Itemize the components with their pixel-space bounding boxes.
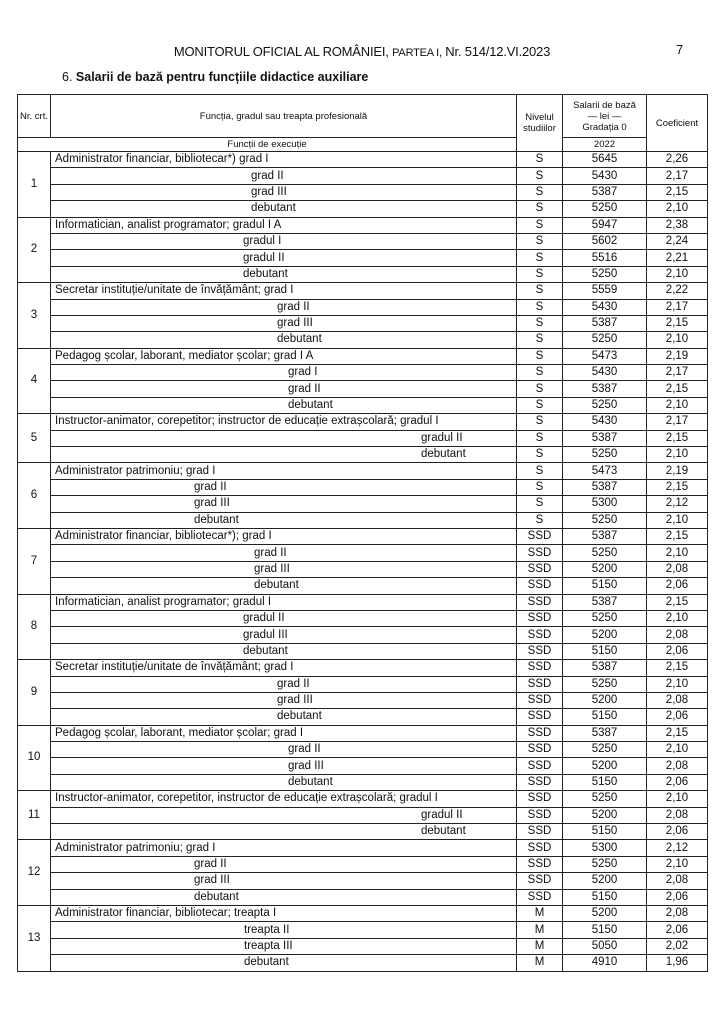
coef-cell: 2,10 (647, 545, 708, 561)
function-cell: debutant (51, 774, 517, 790)
level-cell: SSD (517, 692, 563, 708)
level-cell: S (517, 152, 563, 168)
salary-cell: 5150 (563, 709, 647, 725)
function-cell: grad III (51, 758, 517, 774)
level-cell: S (517, 397, 563, 413)
salary-cell: 5250 (563, 742, 647, 758)
header-salary: Salarii de bază — lei — Gradația 0 (563, 95, 647, 138)
salary-cell: 5200 (563, 807, 647, 823)
header-coef: Coeficient (647, 95, 708, 152)
level-cell: S (517, 168, 563, 184)
coef-cell: 2,10 (647, 791, 708, 807)
coef-cell: 2,06 (647, 774, 708, 790)
table-row (18, 233, 708, 249)
function-cell: Instructor-animator, corepetitor; instructor de educație extrașcolară; gradul I (51, 414, 517, 430)
table-body (18, 152, 708, 972)
page-number: 7 (676, 42, 684, 57)
table-row (18, 512, 708, 528)
coef-cell: 2,06 (647, 643, 708, 659)
salary-cell: 5559 (563, 283, 647, 299)
level-cell: S (517, 299, 563, 315)
level-cell: S (517, 430, 563, 446)
table-row (18, 643, 708, 659)
level-cell: SSD (517, 676, 563, 692)
coef-cell: 2,10 (647, 742, 708, 758)
coef-cell: 2,08 (647, 627, 708, 643)
running-header (0, 44, 724, 59)
table-row (18, 873, 708, 889)
coef-cell: 2,15 (647, 184, 708, 200)
salary-cell: 5602 (563, 233, 647, 249)
function-cell: debutant (51, 512, 517, 528)
table-row (18, 168, 708, 184)
salary-cell: 5150 (563, 922, 647, 938)
level-cell: SSD (517, 528, 563, 544)
coef-cell: 2,17 (647, 168, 708, 184)
coef-cell: 2,08 (647, 561, 708, 577)
table-row (18, 315, 708, 331)
coef-cell: 2,02 (647, 938, 708, 954)
salary-cell: 5150 (563, 774, 647, 790)
coef-cell: 2,10 (647, 856, 708, 872)
coef-cell: 1,96 (647, 955, 708, 971)
level-cell: S (517, 233, 563, 249)
coef-cell: 2,17 (647, 365, 708, 381)
salary-cell: 5430 (563, 168, 647, 184)
row-number: 3 (18, 283, 51, 349)
level-cell: S (517, 348, 563, 364)
salary-cell: 5387 (563, 479, 647, 495)
salary-cell: 5200 (563, 561, 647, 577)
coef-cell: 2,06 (647, 709, 708, 725)
level-cell: S (517, 201, 563, 217)
table-row (18, 807, 708, 823)
table-row (18, 758, 708, 774)
salary-cell: 5387 (563, 594, 647, 610)
table-row (18, 283, 708, 299)
table-row (18, 561, 708, 577)
function-cell: grad III (51, 692, 517, 708)
table-row (18, 152, 708, 168)
table-row (18, 250, 708, 266)
function-cell: grad II (51, 742, 517, 758)
level-cell: S (517, 332, 563, 348)
function-cell: Administrator financiar, bibliotecar*) grad I (51, 152, 517, 168)
section-number: 6. (62, 70, 73, 84)
salary-cell: 5645 (563, 152, 647, 168)
table-row (18, 332, 708, 348)
table-row (18, 184, 708, 200)
function-cell: grad II (51, 545, 517, 561)
function-cell: gradul II (51, 807, 517, 823)
level-cell: SSD (517, 873, 563, 889)
table-row (18, 889, 708, 905)
function-cell: grad II (51, 381, 517, 397)
function-cell: Secretar instituție/unitate de învățământ; grad I (51, 283, 517, 299)
salary-cell: 5387 (563, 430, 647, 446)
salary-cell: 5250 (563, 332, 647, 348)
level-cell: SSD (517, 758, 563, 774)
coef-cell: 2,19 (647, 348, 708, 364)
salary-cell: 5387 (563, 660, 647, 676)
level-cell: S (517, 414, 563, 430)
table-row (18, 840, 708, 856)
coef-cell: 2,08 (647, 758, 708, 774)
function-cell: grad II (51, 299, 517, 315)
coef-cell: 2,15 (647, 725, 708, 741)
salary-cell: 5200 (563, 905, 647, 921)
salary-cell: 5947 (563, 217, 647, 233)
salary-table (17, 94, 708, 972)
salary-cell: 5430 (563, 414, 647, 430)
level-cell: SSD (517, 840, 563, 856)
coef-cell: 2,06 (647, 578, 708, 594)
table-row (18, 201, 708, 217)
level-cell: SSD (517, 643, 563, 659)
salary-cell: 5516 (563, 250, 647, 266)
table-row (18, 905, 708, 921)
function-cell: Administrator patrimoniu; grad I (51, 840, 517, 856)
row-number: 5 (18, 414, 51, 463)
function-cell: debutant (51, 578, 517, 594)
function-cell: Instructor-animator, corepetitor, instructor de educație extrașcolară; gradul I (51, 791, 517, 807)
salary-cell: 5150 (563, 889, 647, 905)
coef-cell: 2,10 (647, 201, 708, 217)
level-cell: S (517, 463, 563, 479)
row-number: 1 (18, 152, 51, 218)
function-cell: Administrator patrimoniu; grad I (51, 463, 517, 479)
coef-cell: 2,15 (647, 594, 708, 610)
level-cell: M (517, 955, 563, 971)
coef-cell: 2,17 (647, 299, 708, 315)
coef-cell: 2,08 (647, 873, 708, 889)
function-cell: grad II (51, 676, 517, 692)
level-cell: SSD (517, 774, 563, 790)
coef-cell: 2,06 (647, 824, 708, 840)
level-cell: S (517, 447, 563, 463)
level-cell: SSD (517, 660, 563, 676)
coef-cell: 2,10 (647, 397, 708, 413)
table-row (18, 692, 708, 708)
function-cell: debutant (51, 824, 517, 840)
level-cell: SSD (517, 561, 563, 577)
coef-cell: 2,26 (647, 152, 708, 168)
level-cell: SSD (517, 824, 563, 840)
coef-cell: 2,12 (647, 840, 708, 856)
table-row (18, 922, 708, 938)
level-cell: S (517, 479, 563, 495)
header-nr: Nr. crt. (18, 95, 51, 138)
function-cell: gradul II (51, 430, 517, 446)
function-cell: treapta III (51, 938, 517, 954)
function-cell: debutant (51, 709, 517, 725)
function-cell: grad III (51, 496, 517, 512)
function-cell: gradul III (51, 627, 517, 643)
level-cell: SSD (517, 742, 563, 758)
header-subheader: Funcții de execuție (18, 138, 517, 152)
function-cell: debutant (51, 266, 517, 282)
salary-cell: 5387 (563, 528, 647, 544)
level-cell: S (517, 184, 563, 200)
table-row (18, 430, 708, 446)
salary-cell: 5250 (563, 266, 647, 282)
section-title (62, 70, 368, 84)
function-cell: debutant (51, 643, 517, 659)
salary-cell: 5250 (563, 676, 647, 692)
coef-cell: 2,10 (647, 676, 708, 692)
table-row (18, 955, 708, 971)
function-cell: grad III (51, 561, 517, 577)
table-row (18, 742, 708, 758)
function-cell: Informatician, analist programator; gradul I (51, 594, 517, 610)
function-cell: gradul II (51, 250, 517, 266)
salary-cell: 5050 (563, 938, 647, 954)
salary-cell: 5200 (563, 627, 647, 643)
table-row (18, 545, 708, 561)
salary-cell: 5150 (563, 643, 647, 659)
salary-cell: 5250 (563, 545, 647, 561)
function-cell: debutant (51, 955, 517, 971)
level-cell: SSD (517, 594, 563, 610)
coef-cell: 2,08 (647, 905, 708, 921)
function-cell: grad III (51, 873, 517, 889)
salary-cell: 4910 (563, 955, 647, 971)
table-row (18, 856, 708, 872)
salary-cell: 5250 (563, 791, 647, 807)
level-cell: SSD (517, 791, 563, 807)
salary-cell: 5473 (563, 463, 647, 479)
table-row (18, 791, 708, 807)
row-number: 11 (18, 791, 51, 840)
function-cell: grad III (51, 184, 517, 200)
section-heading: Salarii de bază pentru funcțiile didactice auxiliare (75, 70, 369, 84)
salary-cell: 5300 (563, 840, 647, 856)
function-cell: Administrator financiar, bibliotecar; treapta I (51, 905, 517, 921)
salary-cell: 5250 (563, 856, 647, 872)
row-number: 9 (18, 660, 51, 726)
function-cell: debutant (51, 397, 517, 413)
header-level: Nivelul studiilor (517, 95, 563, 152)
coef-cell: 2,10 (647, 332, 708, 348)
function-cell: debutant (51, 889, 517, 905)
function-cell: Pedagog școlar, laborant, mediator școlar; grad I A (51, 348, 517, 364)
function-cell: gradul I (51, 233, 517, 249)
salary-cell: 5200 (563, 692, 647, 708)
row-number: 8 (18, 594, 51, 660)
table-row (18, 528, 708, 544)
table-row (18, 938, 708, 954)
coef-cell: 2,15 (647, 479, 708, 495)
salary-cell: 5250 (563, 397, 647, 413)
level-cell: SSD (517, 889, 563, 905)
salary-cell: 5250 (563, 512, 647, 528)
function-cell: treapta II (51, 922, 517, 938)
coef-cell: 2,22 (647, 283, 708, 299)
salary-cell: 5150 (563, 578, 647, 594)
coef-cell: 2,15 (647, 315, 708, 331)
table-row (18, 496, 708, 512)
salary-cell: 5430 (563, 299, 647, 315)
table-row (18, 299, 708, 315)
coef-cell: 2,38 (647, 217, 708, 233)
salary-cell: 5387 (563, 184, 647, 200)
coef-cell: 2,12 (647, 496, 708, 512)
table-row (18, 824, 708, 840)
salary-cell: 5250 (563, 201, 647, 217)
level-cell: M (517, 922, 563, 938)
header-function: Funcția, gradul sau treapta profesională (51, 95, 517, 138)
salary-cell: 5300 (563, 496, 647, 512)
level-cell: SSD (517, 610, 563, 626)
publication-part: PARTEA I, (392, 47, 442, 59)
table-row (18, 266, 708, 282)
coef-cell: 2,06 (647, 922, 708, 938)
header-year: 2022 (563, 138, 647, 152)
function-cell: Pedagog școlar, laborant, mediator școlar; grad I (51, 725, 517, 741)
coef-cell: 2,24 (647, 233, 708, 249)
salary-cell: 5473 (563, 348, 647, 364)
row-number: 6 (18, 463, 51, 529)
coef-cell: 2,08 (647, 807, 708, 823)
function-cell: debutant (51, 332, 517, 348)
level-cell: S (517, 217, 563, 233)
level-cell: S (517, 496, 563, 512)
table-row (18, 709, 708, 725)
coef-cell: 2,10 (647, 610, 708, 626)
level-cell: S (517, 315, 563, 331)
table-row (18, 217, 708, 233)
table-row (18, 578, 708, 594)
salary-cell: 5250 (563, 610, 647, 626)
row-number: 2 (18, 217, 51, 283)
salary-cell: 5387 (563, 315, 647, 331)
row-number: 13 (18, 905, 51, 971)
publication-name: MONITORUL OFICIAL AL ROMÂNIEI, (173, 44, 389, 59)
salary-cell: 5250 (563, 447, 647, 463)
level-cell: S (517, 365, 563, 381)
function-cell: Informatician, analist programator; gradul I A (51, 217, 517, 233)
level-cell: SSD (517, 627, 563, 643)
salary-cell: 5387 (563, 725, 647, 741)
coef-cell: 2,10 (647, 266, 708, 282)
function-cell: Administrator financiar, bibliotecar*); grad I (51, 528, 517, 544)
row-number: 10 (18, 725, 51, 791)
coef-cell: 2,17 (647, 414, 708, 430)
table-row (18, 463, 708, 479)
issue-number: Nr. 514/12.VI.2023 (445, 44, 551, 59)
function-cell: grad II (51, 856, 517, 872)
function-cell: grad II (51, 168, 517, 184)
level-cell: S (517, 250, 563, 266)
function-cell: gradul II (51, 610, 517, 626)
table-row (18, 447, 708, 463)
table-row (18, 348, 708, 364)
row-number: 12 (18, 840, 51, 906)
table-row (18, 594, 708, 610)
function-cell: debutant (51, 201, 517, 217)
function-cell: grad III (51, 315, 517, 331)
coef-cell: 2,15 (647, 381, 708, 397)
function-cell: Secretar instituție/unitate de învățământ; grad I (51, 660, 517, 676)
salary-cell: 5430 (563, 365, 647, 381)
coef-cell: 2,15 (647, 660, 708, 676)
salary-cell: 5387 (563, 381, 647, 397)
salary-cell: 5200 (563, 758, 647, 774)
table-row (18, 725, 708, 741)
level-cell: SSD (517, 578, 563, 594)
function-cell: grad I (51, 365, 517, 381)
level-cell: SSD (517, 709, 563, 725)
function-cell: grad II (51, 479, 517, 495)
table-row (18, 414, 708, 430)
table-row (18, 397, 708, 413)
level-cell: SSD (517, 725, 563, 741)
level-cell: SSD (517, 856, 563, 872)
table-row (18, 676, 708, 692)
table-row (18, 479, 708, 495)
salary-cell: 5150 (563, 824, 647, 840)
coef-cell: 2,21 (647, 250, 708, 266)
coef-cell: 2,19 (647, 463, 708, 479)
level-cell: M (517, 938, 563, 954)
salary-cell: 5200 (563, 873, 647, 889)
function-cell: debutant (51, 447, 517, 463)
level-cell: S (517, 266, 563, 282)
coef-cell: 2,10 (647, 447, 708, 463)
coef-cell: 2,15 (647, 528, 708, 544)
table-row (18, 365, 708, 381)
coef-cell: 2,06 (647, 889, 708, 905)
table-row (18, 774, 708, 790)
table-row (18, 660, 708, 676)
coef-cell: 2,15 (647, 430, 708, 446)
coef-cell: 2,08 (647, 692, 708, 708)
row-number: 4 (18, 348, 51, 414)
table-row (18, 627, 708, 643)
level-cell: S (517, 512, 563, 528)
table-row (18, 610, 708, 626)
level-cell: S (517, 283, 563, 299)
level-cell: SSD (517, 807, 563, 823)
level-cell: M (517, 905, 563, 921)
level-cell: S (517, 381, 563, 397)
row-number: 7 (18, 528, 51, 594)
table-row (18, 381, 708, 397)
level-cell: SSD (517, 545, 563, 561)
coef-cell: 2,10 (647, 512, 708, 528)
